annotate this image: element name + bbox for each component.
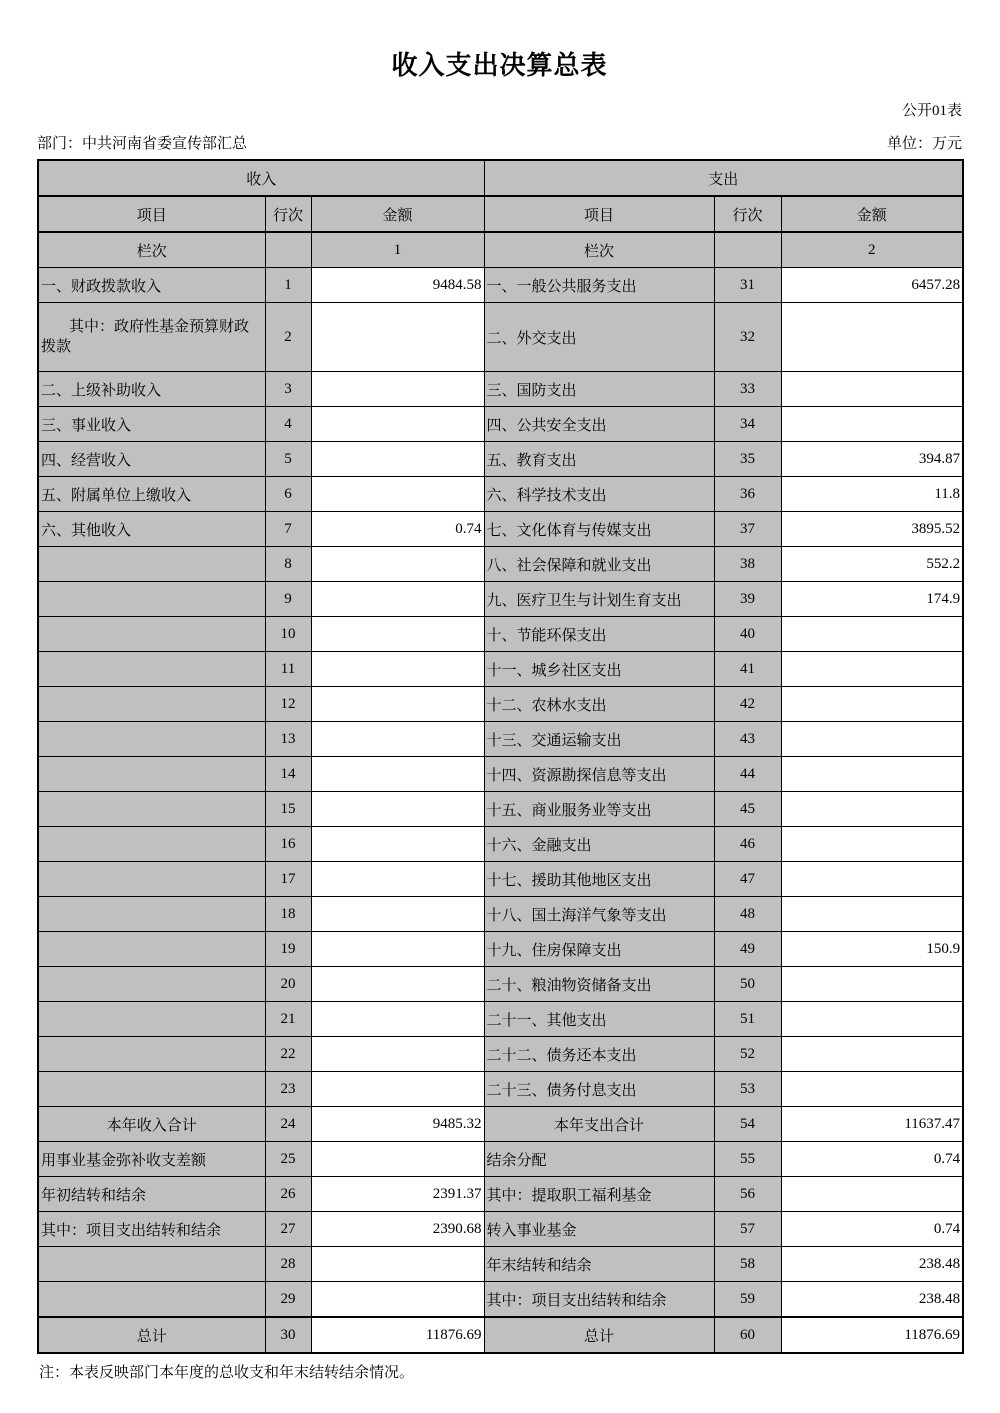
line-no-cell: 58 [714,1247,781,1282]
amount-cell [781,722,963,757]
amount-cell [311,582,484,617]
item-cell: 十四、资源勘探信息等支出 [484,757,714,792]
line-no-cell: 18 [265,897,311,932]
amount-cell: 11876.69 [311,1317,484,1353]
amount-cell [311,1037,484,1072]
table-row [38,1072,963,1107]
line-no-cell: 22 [265,1037,311,1072]
item-cell: 十二、农林水支出 [484,687,714,722]
line-no-cell: 5 [265,442,311,477]
amount-cell [311,1072,484,1107]
line-no-cell: 2 [265,303,311,372]
line-no-cell: 31 [714,268,781,303]
item-cell: 四、公共安全支出 [484,407,714,442]
table-row [38,862,963,897]
amount-cell [781,303,963,372]
item-cell [38,687,265,722]
amount-cell: 174.9 [781,582,963,617]
line-no-cell: 27 [265,1212,311,1247]
item-cell: 二十、粮油物资储备支出 [484,967,714,1002]
index-blank-left [265,232,311,268]
line-no-cell: 25 [265,1142,311,1177]
item-cell: 总计 [38,1317,265,1353]
table-row [38,512,963,547]
line-no-cell: 44 [714,757,781,792]
table-row [38,1247,963,1282]
item-cell: 二十三、债务付息支出 [484,1072,714,1107]
line-no-cell: 15 [265,792,311,827]
table-row [38,932,963,967]
amount-cell [781,967,963,1002]
line-no-cell: 7 [265,512,311,547]
line-no-cell: 41 [714,652,781,687]
amount-cell [311,897,484,932]
line-no-cell: 57 [714,1212,781,1247]
amount-cell [781,652,963,687]
table-row [38,1212,963,1247]
line-no-cell: 16 [265,827,311,862]
item-cell [38,932,265,967]
item-cell: 十七、援助其他地区支出 [484,862,714,897]
item-cell [38,1247,265,1282]
amount-cell [781,792,963,827]
line-no-cell: 17 [265,862,311,897]
amount-cell [311,303,484,372]
line-no-cell: 13 [265,722,311,757]
line-no-cell: 60 [714,1317,781,1353]
line-no-cell: 1 [265,268,311,303]
table-row [38,1282,963,1318]
amount-cell [311,722,484,757]
item-cell [38,792,265,827]
amount-cell: 9485.32 [311,1107,484,1142]
column-index-row [38,232,963,268]
section-header-income: 收入 [38,160,484,196]
amount-cell: 6457.28 [781,268,963,303]
item-cell [38,1072,265,1107]
table-row [38,1037,963,1072]
line-no-cell: 49 [714,932,781,967]
amount-cell: 11637.47 [781,1107,963,1142]
index-label-right: 栏次 [484,232,714,268]
item-cell [38,967,265,1002]
table-row [38,652,963,687]
line-no-cell: 19 [265,932,311,967]
line-no-cell: 6 [265,477,311,512]
item-cell: 十五、商业服务业等支出 [484,792,714,827]
item-cell: 八、社会保障和就业支出 [484,547,714,582]
amount-cell [311,932,484,967]
item-cell [38,1002,265,1037]
item-cell: 总计 [484,1317,714,1353]
item-cell: 十六、金融支出 [484,827,714,862]
amount-cell [781,1037,963,1072]
amount-cell: 9484.58 [311,268,484,303]
index-number-left: 1 [311,232,484,268]
table-row [38,547,963,582]
index-label-left: 栏次 [38,232,265,268]
amount-cell: 0.74 [781,1142,963,1177]
line-no-cell: 8 [265,547,311,582]
item-cell: 二、外交支出 [484,303,714,372]
section-header-row [38,160,963,196]
amount-cell [311,372,484,407]
amount-cell: 2390.68 [311,1212,484,1247]
table-row [38,687,963,722]
amount-cell [311,862,484,897]
footnote: 注：本表反映部门本年度的总收支和年末结转结余情况。 [39,1365,415,1381]
amount-cell: 0.74 [781,1212,963,1247]
amount-cell [311,442,484,477]
amount-cell [311,1002,484,1037]
item-cell: 五、附属单位上缴收入 [38,477,265,512]
item-cell: 其中：项目支出结转和结余 [484,1282,714,1318]
index-number-right: 2 [781,232,963,268]
amount-cell [311,792,484,827]
item-cell: 七、文化体育与传媒支出 [484,512,714,547]
item-cell: 二、上级补助收入 [38,372,265,407]
line-no-cell: 14 [265,757,311,792]
table-row [38,477,963,512]
line-no-cell: 45 [714,792,781,827]
item-cell [38,827,265,862]
item-cell: 三、国防支出 [484,372,714,407]
line-no-cell: 59 [714,1282,781,1318]
amount-cell: 3895.52 [781,512,963,547]
amount-cell [311,827,484,862]
item-cell: 结余分配 [484,1142,714,1177]
amount-cell [311,967,484,1002]
item-cell: 十九、住房保障支出 [484,932,714,967]
table-row [38,582,963,617]
item-cell: 年初结转和结余 [38,1177,265,1212]
item-cell [38,547,265,582]
item-cell [38,652,265,687]
table-row [38,442,963,477]
amount-cell [781,617,963,652]
line-no-cell: 42 [714,687,781,722]
index-blank-right [714,232,781,268]
amount-cell: 0.74 [311,512,484,547]
line-no-cell: 47 [714,862,781,897]
item-cell: 本年收入合计 [38,1107,265,1142]
table-row [38,757,963,792]
item-cell [38,1282,265,1318]
item-cell: 三、事业收入 [38,407,265,442]
amount-cell [781,687,963,722]
line-no-cell: 39 [714,582,781,617]
amount-cell [311,617,484,652]
line-no-cell: 46 [714,827,781,862]
amount-cell [781,827,963,862]
table-row [38,1177,963,1212]
line-no-cell: 24 [265,1107,311,1142]
line-no-cell: 38 [714,547,781,582]
item-cell: 一、财政拨款收入 [38,268,265,303]
unit-label: 单位：万元 [886,136,962,152]
item-cell: 十八、国土海洋气象等支出 [484,897,714,932]
item-cell: 其中：提取职工福利基金 [484,1177,714,1212]
line-no-cell: 23 [265,1072,311,1107]
item-cell [38,722,265,757]
item-cell [38,582,265,617]
item-cell: 十、节能环保支出 [484,617,714,652]
line-no-cell: 29 [265,1282,311,1318]
item-cell [38,757,265,792]
amount-cell [311,687,484,722]
table-row [38,407,963,442]
column-header-row [38,196,963,232]
amount-cell: 11.8 [781,477,963,512]
amount-cell [311,407,484,442]
amount-cell [781,862,963,897]
line-no-cell: 43 [714,722,781,757]
amount-cell: 552.2 [781,547,963,582]
item-cell: 十一、城乡社区支出 [484,652,714,687]
item-cell: 一、一般公共服务支出 [484,268,714,303]
line-no-cell: 56 [714,1177,781,1212]
item-cell [38,897,265,932]
line-no-cell: 51 [714,1002,781,1037]
table-row [38,897,963,932]
line-no-cell: 53 [714,1072,781,1107]
page-title: 收入支出决算总表 [391,51,608,80]
item-cell [38,862,265,897]
item-cell: 五、教育支出 [484,442,714,477]
table-row [38,268,963,303]
line-no-cell: 28 [265,1247,311,1282]
amount-cell [781,757,963,792]
column-header-amount-right: 金额 [781,196,963,232]
line-no-cell: 30 [265,1317,311,1353]
amount-cell: 238.48 [781,1282,963,1318]
department-label: 部门：中共河南省委宣传部汇总 [37,136,248,152]
column-header-item-left: 项目 [38,196,265,232]
line-no-cell: 54 [714,1107,781,1142]
line-no-cell: 50 [714,967,781,1002]
amount-cell [311,547,484,582]
table-row [38,967,963,1002]
table-row [38,722,963,757]
line-no-cell: 37 [714,512,781,547]
line-no-cell: 9 [265,582,311,617]
line-no-cell: 12 [265,687,311,722]
column-header-amount-left: 金额 [311,196,484,232]
item-cell: 二十二、债务还本支出 [484,1037,714,1072]
item-cell: 年末结转和结余 [484,1247,714,1282]
amount-cell: 394.87 [781,442,963,477]
line-no-cell: 35 [714,442,781,477]
line-no-cell: 34 [714,407,781,442]
amount-cell [311,477,484,512]
amount-cell [311,1142,484,1177]
item-cell [38,1037,265,1072]
item-cell: 用事业基金弥补收支差额 [38,1142,265,1177]
table-code: 公开01表 [901,103,962,119]
line-no-cell: 40 [714,617,781,652]
item-cell: 六、其他收入 [38,512,265,547]
item-cell: 十三、交通运输支出 [484,722,714,757]
line-no-cell: 55 [714,1142,781,1177]
table-row [38,1107,963,1142]
amount-cell [311,652,484,687]
amount-cell [311,1247,484,1282]
amount-cell [781,1072,963,1107]
line-no-cell: 48 [714,897,781,932]
item-cell: 四、经营收入 [38,442,265,477]
amount-cell [781,897,963,932]
amount-cell [311,1282,484,1318]
line-no-cell: 36 [714,477,781,512]
table-row [38,827,963,862]
line-no-cell: 32 [714,303,781,372]
table-row [38,1317,963,1353]
table-row [38,1002,963,1037]
item-cell: 转入事业基金 [484,1212,714,1247]
item-cell: 其中：项目支出结转和结余 [38,1212,265,1247]
amount-cell [781,372,963,407]
amount-cell: 2391.37 [311,1177,484,1212]
amount-cell [781,1002,963,1037]
amount-cell: 11876.69 [781,1317,963,1353]
line-no-cell: 4 [265,407,311,442]
item-cell: 六、科学技术支出 [484,477,714,512]
line-no-cell: 26 [265,1177,311,1212]
meta-line [37,135,962,153]
accounts-table [37,159,964,1354]
line-no-cell: 3 [265,372,311,407]
table-row [38,617,963,652]
item-cell: 本年支出合计 [484,1107,714,1142]
line-no-cell: 33 [714,372,781,407]
column-header-line-right: 行次 [714,196,781,232]
line-no-cell: 52 [714,1037,781,1072]
table-row [38,1142,963,1177]
column-header-item-right: 项目 [484,196,714,232]
item-cell: 九、医疗卫生与计划生育支出 [484,582,714,617]
amount-cell [781,1177,963,1212]
item-cell [38,617,265,652]
amount-cell [781,407,963,442]
table-row [38,372,963,407]
amount-cell [311,757,484,792]
section-header-expenditure: 支出 [484,160,963,196]
line-no-cell: 21 [265,1002,311,1037]
table-row [38,792,963,827]
column-header-line-left: 行次 [265,196,311,232]
amount-cell: 238.48 [781,1247,963,1282]
line-no-cell: 11 [265,652,311,687]
line-no-cell: 10 [265,617,311,652]
amount-cell: 150.9 [781,932,963,967]
table-row [38,303,963,372]
item-cell: 二十一、其他支出 [484,1002,714,1037]
item-cell: 其中：政府性基金预算财政拨款 [38,303,265,372]
line-no-cell: 20 [265,967,311,1002]
